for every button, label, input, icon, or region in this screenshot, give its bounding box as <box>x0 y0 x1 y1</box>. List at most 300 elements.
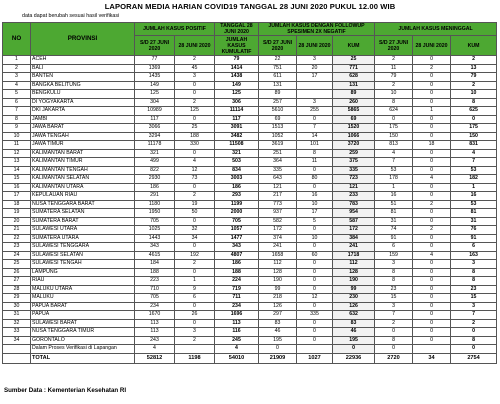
row-sembuh-kum: 233 <box>333 192 375 201</box>
row-sembuh-28juni: 80 <box>297 175 333 184</box>
row-meninggal-kum: 7 <box>451 158 497 167</box>
row-meninggal-sd27: 51 <box>375 200 413 209</box>
row-sembuh-kum: 83 <box>333 319 375 328</box>
row-positif-kumulatif: 705 <box>215 217 259 226</box>
table-row <box>3 149 497 158</box>
row-meninggal-kum: 53 <box>451 200 497 209</box>
row-sembuh-sd27: 0 <box>259 345 297 354</box>
header-kasus-meninggal: JUMLAH KASUS MENINGGAL <box>375 23 497 36</box>
row-positif-28juni: 0 <box>175 115 215 124</box>
row-sembuh-28juni: 0 <box>297 260 333 269</box>
total-positif-28juni: 1198 <box>175 353 215 363</box>
row-sembuh-28juni: 17 <box>297 73 333 82</box>
row-meninggal-kum: 625 <box>451 107 497 116</box>
row-sembuh-28juni <box>297 81 333 90</box>
row-sembuh-28juni: 0 <box>297 302 333 311</box>
row-provinsi: SUMATERA SELATAN <box>31 209 135 218</box>
row-meninggal-28juni: 0 <box>413 302 451 311</box>
row-positif-kumulatif: 1477 <box>215 234 259 243</box>
row-no: 8 <box>3 115 31 124</box>
row-provinsi: NUSA TENGGARA BARAT <box>31 200 135 209</box>
row-sembuh-28juni: 5 <box>297 217 333 226</box>
row-sembuh-28juni: 0 <box>297 166 333 175</box>
row-positif-sd27: 710 <box>135 285 175 294</box>
table-row <box>3 158 497 167</box>
row-meninggal-sd27: 2 <box>375 319 413 328</box>
row-positif-28juni: 19 <box>175 200 215 209</box>
row-positif-28juni: 0 <box>175 90 215 99</box>
table-row <box>3 260 497 269</box>
row-meninggal-kum: 3 <box>451 302 497 311</box>
row-no: 27 <box>3 277 31 286</box>
row-sembuh-28juni: 0 <box>297 243 333 252</box>
row-sembuh-kum: 587 <box>333 217 375 226</box>
table-row <box>3 141 497 150</box>
row-sembuh-28juni: 60 <box>297 251 333 260</box>
row-provinsi: Dalam Proses Verifikasi di Lapangan <box>31 345 135 354</box>
report-title: LAPORAN MEDIA HARIAN COVID19 TANGGAL 28 JUNI 2020 PUKUL 12.00 WIB <box>104 2 396 11</box>
row-sembuh-sd27: 195 <box>259 336 297 345</box>
row-positif-28juni: 0 <box>175 81 215 90</box>
row-meninggal-sd27: 79 <box>375 73 413 82</box>
row-meninggal-28juni: 0 <box>413 217 451 226</box>
row-sembuh-sd27: 126 <box>259 302 297 311</box>
row-provinsi: SULAWESI UTARA <box>31 226 135 235</box>
row-positif-sd27: 705 <box>135 217 175 226</box>
row-positif-kumulatif: 4807 <box>215 251 259 260</box>
row-sembuh-kum: 0 <box>333 345 375 354</box>
row-positif-28juni: 4 <box>175 158 215 167</box>
row-sembuh-kum: 128 <box>333 268 375 277</box>
row-meninggal-kum: 15 <box>451 294 497 303</box>
row-positif-kumulatif: 188 <box>215 268 259 277</box>
table-row <box>3 345 497 354</box>
row-meninggal-sd27: 813 <box>375 141 413 150</box>
data-source: Sumber Data : Kementerian Kesehatan RI <box>4 387 127 394</box>
row-provinsi: KALIMANTAN SELATAN <box>31 175 135 184</box>
row-sembuh-sd27: 83 <box>259 319 297 328</box>
row-positif-kumulatif: 245 <box>215 336 259 345</box>
row-no: 5 <box>3 90 31 99</box>
row-sembuh-kum: 260 <box>333 98 375 107</box>
row-sembuh-kum: 1520 <box>333 124 375 133</box>
row-no: 15 <box>3 175 31 184</box>
row-meninggal-28juni: 2 <box>413 64 451 73</box>
row-meninggal-sd27: 3 <box>375 260 413 269</box>
row-positif-sd27: 499 <box>135 158 175 167</box>
row-positif-28juni: 2 <box>175 98 215 107</box>
row-meninggal-sd27: 175 <box>375 124 413 133</box>
table-row <box>3 115 497 124</box>
row-positif-sd27: 304 <box>135 98 175 107</box>
row-meninggal-sd27: 31 <box>375 217 413 226</box>
total-meninggal-28juni: 34 <box>413 353 451 363</box>
header-meninggal-sd27: S/D 27 JUNI 2020 <box>375 36 413 56</box>
total-sembuh-28juni: 1027 <box>297 353 333 363</box>
row-positif-28juni <box>175 345 215 354</box>
row-provinsi: KALIMANTAN BARAT <box>31 149 135 158</box>
row-meninggal-28juni: 18 <box>413 141 451 150</box>
table-row <box>3 277 497 286</box>
row-provinsi: NUSA TENGGARA TIMUR <box>31 328 135 337</box>
row-sembuh-28juni <box>297 345 333 354</box>
row-positif-28juni: 3 <box>175 73 215 82</box>
row-meninggal-28juni: 0 <box>413 73 451 82</box>
row-sembuh-sd27: 121 <box>259 183 297 192</box>
row-meninggal-sd27: 6 <box>375 243 413 252</box>
table-row <box>3 56 497 65</box>
row-positif-kumulatif: 11114 <box>215 107 259 116</box>
row-positif-28juni: 32 <box>175 226 215 235</box>
row-meninggal-kum: 16 <box>451 192 497 201</box>
row-sembuh-sd27: 297 <box>259 311 297 320</box>
row-positif-28juni: 45 <box>175 64 215 73</box>
row-no: 29 <box>3 294 31 303</box>
row-positif-kumulatif: 293 <box>215 192 259 201</box>
row-no: 14 <box>3 166 31 175</box>
row-provinsi: KALIMANTAN TENGAH <box>31 166 135 175</box>
total-meninggal-sd27: 2720 <box>375 353 413 363</box>
row-provinsi: BANGKA BELITUNG <box>31 81 135 90</box>
header-jumlah-kasus-positif: JUMLAH KASUS POSITIF <box>135 23 215 36</box>
row-positif-28juni: 0 <box>175 243 215 252</box>
row-positif-kumulatif: 1057 <box>215 226 259 235</box>
row-meninggal-sd27: 0 <box>375 115 413 124</box>
row-provinsi: SULAWESI BARAT <box>31 319 135 328</box>
row-meninggal-28juni: 0 <box>413 268 451 277</box>
row-meninggal-sd27: 74 <box>375 226 413 235</box>
row-positif-sd27: 3294 <box>135 132 175 141</box>
row-positif-28juni: 3 <box>175 328 215 337</box>
row-provinsi: LAMPUNG <box>31 268 135 277</box>
row-sembuh-sd27: 611 <box>259 73 297 82</box>
row-meninggal-28juni: 1 <box>413 107 451 116</box>
header-tanggal-28-juni: TANGGAL 28 JUNI 2020 <box>215 23 259 36</box>
row-sembuh-sd27: 937 <box>259 209 297 218</box>
row-meninggal-sd27: 624 <box>375 107 413 116</box>
row-provinsi: KEPULAUAN RIAU <box>31 192 135 201</box>
row-positif-sd27: 1435 <box>135 73 175 82</box>
row-sembuh-sd27: 112 <box>259 260 297 269</box>
row-positif-sd27: 186 <box>135 183 175 192</box>
row-meninggal-28juni: 0 <box>413 277 451 286</box>
row-meninggal-28juni: 2 <box>413 200 451 209</box>
row-positif-28juni: 1 <box>175 277 215 286</box>
row-sembuh-28juni: 20 <box>297 64 333 73</box>
row-sembuh-kum: 723 <box>333 175 375 184</box>
row-meninggal-28juni: 4 <box>413 175 451 184</box>
total-row <box>3 353 497 363</box>
row-provinsi: KALIMANTAN UTARA <box>31 183 135 192</box>
row-positif-kumulatif: 3482 <box>215 132 259 141</box>
row-meninggal-kum: 831 <box>451 141 497 150</box>
row-no: 24 <box>3 251 31 260</box>
row-positif-kumulatif: 3003 <box>215 175 259 184</box>
row-positif-sd27: 234 <box>135 302 175 311</box>
row-provinsi: DI YOGYAKARTA <box>31 98 135 107</box>
row-positif-28juni: 0 <box>175 268 215 277</box>
row-positif-kumulatif: 116 <box>215 328 259 337</box>
table-body <box>3 56 497 354</box>
row-sembuh-kum: 335 <box>333 166 375 175</box>
row-sembuh-sd27: 3619 <box>259 141 297 150</box>
row-positif-kumulatif: 4 <box>215 345 259 354</box>
row-sembuh-sd27: 335 <box>259 166 297 175</box>
row-positif-kumulatif: 149 <box>215 81 259 90</box>
table-row <box>3 107 497 116</box>
row-positif-sd27: 77 <box>135 56 175 65</box>
row-positif-sd27: 11178 <box>135 141 175 150</box>
row-positif-kumulatif: 306 <box>215 98 259 107</box>
row-meninggal-sd27: 10 <box>375 90 413 99</box>
row-meninggal-sd27: 1 <box>375 183 413 192</box>
row-sembuh-sd27: 46 <box>259 328 297 337</box>
row-no: 1 <box>3 56 31 65</box>
row-positif-sd27: 4615 <box>135 251 175 260</box>
row-meninggal-28juni: 0 <box>413 149 451 158</box>
header-positif-kumulatif: JUMLAH KASUS KUMULATIF <box>215 36 259 56</box>
row-positif-sd27: 188 <box>135 268 175 277</box>
row-positif-sd27: 1950 <box>135 209 175 218</box>
row-meninggal-sd27: 91 <box>375 234 413 243</box>
row-positif-sd27: 2930 <box>135 175 175 184</box>
row-meninggal-28juni: 0 <box>413 56 451 65</box>
row-provinsi: MALUKU <box>31 294 135 303</box>
row-meninggal-kum: 163 <box>451 251 497 260</box>
row-provinsi: SUMATERA UTARA <box>31 234 135 243</box>
row-meninggal-28juni: 0 <box>413 81 451 90</box>
row-no: 6 <box>3 98 31 107</box>
row-meninggal-28juni: 0 <box>413 158 451 167</box>
row-sembuh-kum: 3720 <box>333 141 375 150</box>
row-no: 7 <box>3 107 31 116</box>
table-row <box>3 73 497 82</box>
row-no: 33 <box>3 328 31 337</box>
row-provinsi: RIAU <box>31 277 135 286</box>
row-provinsi: BALI <box>31 64 135 73</box>
row-positif-kumulatif: 186 <box>215 183 259 192</box>
row-sembuh-28juni: 17 <box>297 209 333 218</box>
row-positif-28juni: 330 <box>175 141 215 150</box>
row-positif-sd27: 113 <box>135 328 175 337</box>
row-meninggal-sd27: 8 <box>375 268 413 277</box>
row-no: 32 <box>3 319 31 328</box>
row-positif-28juni: 9 <box>175 285 215 294</box>
row-meninggal-kum: 23 <box>451 285 497 294</box>
total-label: TOTAL <box>31 353 135 363</box>
row-positif-kumulatif: 117 <box>215 115 259 124</box>
row-positif-sd27: 10989 <box>135 107 175 116</box>
row-meninggal-sd27: 0 <box>375 345 413 354</box>
row-meninggal-sd27: 7 <box>375 158 413 167</box>
row-sembuh-kum: 69 <box>333 115 375 124</box>
table-row <box>3 268 497 277</box>
row-sembuh-kum: 628 <box>333 73 375 82</box>
header-meninggal-28juni: 28 JUNI 2020 <box>413 36 451 56</box>
row-positif-kumulatif: 125 <box>215 90 259 99</box>
row-provinsi: GORONTALO <box>31 336 135 345</box>
total-sembuh-kum: 22936 <box>333 353 375 363</box>
row-sembuh-sd27: 217 <box>259 192 297 201</box>
table-row <box>3 166 497 175</box>
row-positif-sd27: 1369 <box>135 64 175 73</box>
row-meninggal-kum: 3 <box>451 260 497 269</box>
row-meninggal-28juni: 0 <box>413 132 451 141</box>
row-positif-sd27: 125 <box>135 90 175 99</box>
row-meninggal-28juni: 0 <box>413 124 451 133</box>
row-positif-kumulatif: 503 <box>215 158 259 167</box>
row-sembuh-sd27: 374 <box>259 234 297 243</box>
row-meninggal-28juni: 0 <box>413 260 451 269</box>
row-sembuh-kum: 25 <box>333 56 375 65</box>
row-sembuh-kum: 112 <box>333 260 375 269</box>
row-sembuh-kum: 121 <box>333 183 375 192</box>
row-sembuh-28juni: 11 <box>297 158 333 167</box>
row-provinsi: SULAWESI TENGGARA <box>31 243 135 252</box>
total-sembuh-sd27: 21909 <box>259 353 297 363</box>
table-row <box>3 226 497 235</box>
row-sembuh-kum: 99 <box>333 285 375 294</box>
header-sembuh-28juni: 28 JUNI 2020 <box>297 36 333 56</box>
row-positif-sd27: 117 <box>135 115 175 124</box>
row-provinsi: JAWA TENGAH <box>31 132 135 141</box>
covid-report-table <box>2 22 497 364</box>
row-meninggal-kum: 8 <box>451 277 497 286</box>
row-meninggal-kum: 79 <box>451 73 497 82</box>
row-meninggal-28juni: 0 <box>413 209 451 218</box>
row-positif-sd27: 321 <box>135 149 175 158</box>
table-row <box>3 311 497 320</box>
row-provinsi: JAMBI <box>31 115 135 124</box>
row-positif-sd27: 343 <box>135 243 175 252</box>
row-positif-28juni: 2 <box>175 336 215 345</box>
row-meninggal-28juni: 0 <box>413 115 451 124</box>
row-positif-28juni: 192 <box>175 251 215 260</box>
header-positif-sd27: S/D 27 JUNI 2020 <box>135 36 175 56</box>
row-meninggal-sd27: 11 <box>375 64 413 73</box>
row-sembuh-sd27: 190 <box>259 277 297 286</box>
total-meninggal-kum: 2754 <box>451 353 497 363</box>
row-no: 10 <box>3 132 31 141</box>
row-positif-kumulatif: 1414 <box>215 64 259 73</box>
table-row <box>3 124 497 133</box>
row-sembuh-sd27: 364 <box>259 158 297 167</box>
row-no: 18 <box>3 200 31 209</box>
row-meninggal-kum: 13 <box>451 64 497 73</box>
table-row <box>3 217 497 226</box>
row-sembuh-28juni: 0 <box>297 319 333 328</box>
row-positif-28juni: 6 <box>175 294 215 303</box>
row-sembuh-kum: 259 <box>333 149 375 158</box>
total-positif-kumulatif: 54010 <box>215 353 259 363</box>
table-row <box>3 319 497 328</box>
row-positif-sd27: 223 <box>135 277 175 286</box>
row-meninggal-sd27: 4 <box>375 149 413 158</box>
row-meninggal-kum: 91 <box>451 234 497 243</box>
table-row <box>3 81 497 90</box>
row-sembuh-28juni: 0 <box>297 183 333 192</box>
row-sembuh-sd27: 89 <box>259 90 297 99</box>
row-no: 2 <box>3 64 31 73</box>
row-meninggal-28juni: 0 <box>413 90 451 99</box>
row-meninggal-kum: 1 <box>451 183 497 192</box>
row-sembuh-kum: 632 <box>333 311 375 320</box>
row-no: 23 <box>3 243 31 252</box>
row-positif-sd27: 184 <box>135 260 175 269</box>
row-meninggal-sd27: 7 <box>375 311 413 320</box>
row-sembuh-28juni: 8 <box>297 149 333 158</box>
row-sembuh-sd27: 128 <box>259 268 297 277</box>
row-sembuh-28juni: 10 <box>297 234 333 243</box>
row-sembuh-kum: 954 <box>333 209 375 218</box>
row-positif-28juni: 25 <box>175 124 215 133</box>
row-positif-sd27: 149 <box>135 81 175 90</box>
row-no: 3 <box>3 73 31 82</box>
row-sembuh-kum: 771 <box>333 64 375 73</box>
row-positif-kumulatif: 343 <box>215 243 259 252</box>
row-meninggal-sd27: 16 <box>375 192 413 201</box>
row-meninggal-28juni: 0 <box>413 166 451 175</box>
row-meninggal-28juni: 0 <box>413 192 451 201</box>
row-no: 34 <box>3 336 31 345</box>
row-meninggal-sd27: 3 <box>375 302 413 311</box>
row-provinsi: SULAWESI SELATAN <box>31 251 135 260</box>
row-positif-sd27: 822 <box>135 166 175 175</box>
row-sembuh-kum: 46 <box>333 328 375 337</box>
row-meninggal-kum: 7 <box>451 311 497 320</box>
row-no: 28 <box>3 285 31 294</box>
table-row <box>3 90 497 99</box>
row-no: 4 <box>3 81 31 90</box>
header-sembuh-kum: KUM <box>333 36 375 56</box>
row-sembuh-28juni: 0 <box>297 285 333 294</box>
verification-note: data dapat berubah sesuai hasil verifikasi <box>22 13 120 19</box>
row-meninggal-sd27: 150 <box>375 132 413 141</box>
row-positif-kumulatif: 711 <box>215 294 259 303</box>
row-meninggal-kum: 0 <box>451 328 497 337</box>
table-row <box>3 183 497 192</box>
row-positif-kumulatif: 2000 <box>215 209 259 218</box>
row-meninggal-sd27: 23 <box>375 285 413 294</box>
row-positif-28juni: 188 <box>175 132 215 141</box>
row-meninggal-kum: 0 <box>451 115 497 124</box>
row-sembuh-sd27: 1658 <box>259 251 297 260</box>
row-sembuh-kum: 190 <box>333 277 375 286</box>
table-row <box>3 209 497 218</box>
row-sembuh-sd27: 69 <box>259 115 297 124</box>
row-positif-28juni: 50 <box>175 209 215 218</box>
row-positif-28juni: 0 <box>175 319 215 328</box>
row-sembuh-28juni: 10 <box>297 200 333 209</box>
row-sembuh-kum: 126 <box>333 302 375 311</box>
row-sembuh-sd27: 131 <box>259 81 297 90</box>
row-no: 20 <box>3 217 31 226</box>
row-positif-kumulatif: 11508 <box>215 141 259 150</box>
row-meninggal-kum: 175 <box>451 124 497 133</box>
header-provinsi: PROVINSI <box>31 23 135 56</box>
row-meninggal-kum: 8 <box>451 268 497 277</box>
row-meninggal-kum: 8 <box>451 336 497 345</box>
row-no: 12 <box>3 149 31 158</box>
row-meninggal-kum: 53 <box>451 166 497 175</box>
row-sembuh-sd27: 22 <box>259 56 297 65</box>
row-meninggal-sd27: 15 <box>375 294 413 303</box>
row-no: 31 <box>3 311 31 320</box>
row-sembuh-28juni: 0 <box>297 336 333 345</box>
row-sembuh-sd27: 251 <box>259 149 297 158</box>
header-meninggal-kum: KUM <box>451 36 497 56</box>
row-sembuh-28juni: 255 <box>297 107 333 116</box>
